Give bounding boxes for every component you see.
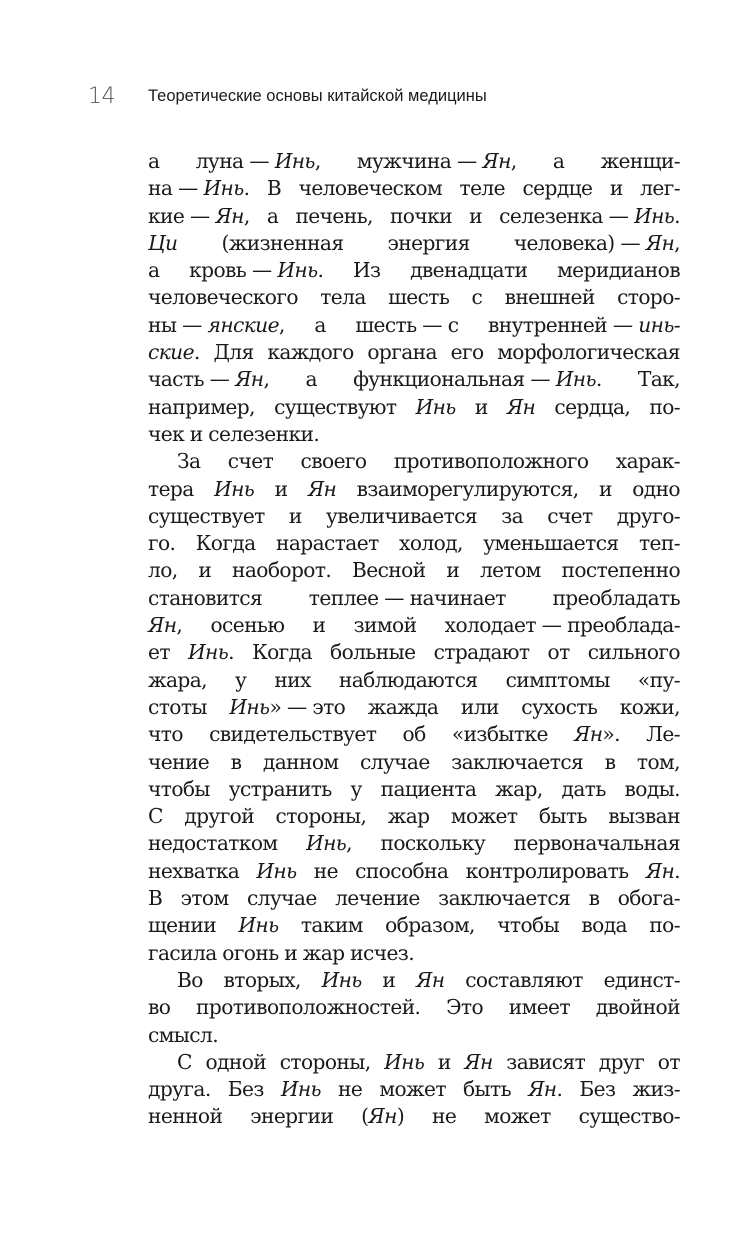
word: друг <box>598 1049 645 1074</box>
word: друга. <box>148 1077 211 1102</box>
word: ские. <box>148 340 200 365</box>
word: мужчина — Ян, <box>356 149 517 173</box>
text-line <box>148 1022 680 1049</box>
text-line <box>148 912 680 939</box>
word: чтобы <box>148 776 210 801</box>
word: единст- <box>603 967 680 992</box>
word: а <box>552 149 565 173</box>
word: энергия <box>387 230 470 255</box>
word: способна <box>355 858 449 883</box>
word: пациента <box>380 776 477 801</box>
word: Ян, <box>148 613 183 638</box>
page-number: 14 <box>88 84 115 109</box>
word: том, <box>636 749 680 774</box>
word: сторо- <box>617 285 680 310</box>
word: селезенки. <box>208 421 320 446</box>
word: Ян <box>307 476 337 501</box>
text-line <box>148 557 680 584</box>
word: Инь <box>321 967 362 992</box>
word: в <box>588 886 600 911</box>
word: человеческом <box>298 176 443 201</box>
word: Инь» — это <box>229 694 346 719</box>
word: внешней <box>504 285 595 310</box>
word: летом <box>479 558 541 583</box>
word: одной <box>205 1049 267 1074</box>
word: женщи- <box>600 149 680 173</box>
word: ны — янские, <box>148 312 285 337</box>
word: Инь <box>214 476 255 501</box>
word: Инь. <box>188 640 234 665</box>
word: кровь — Инь. <box>189 258 324 283</box>
word: и <box>284 940 298 965</box>
text-line <box>148 148 680 175</box>
word: энергии <box>250 1104 334 1129</box>
word: вода <box>581 913 627 938</box>
text-line <box>148 175 680 202</box>
word: морфологическая <box>497 340 680 365</box>
word: Весной <box>351 558 426 583</box>
word: у <box>235 667 247 692</box>
word: них <box>274 667 311 692</box>
word: шесть <box>388 285 450 310</box>
word: заключается <box>438 886 571 911</box>
word: жар <box>387 804 430 829</box>
word: кожи, <box>619 694 680 719</box>
text-line <box>148 530 680 557</box>
word: случае <box>359 749 430 774</box>
word: Ян <box>416 967 445 992</box>
word: В <box>266 176 282 201</box>
word: одно <box>632 476 680 501</box>
word: об <box>402 722 426 747</box>
word: функциональная — Инь. <box>353 367 602 392</box>
word: Ян». <box>574 722 620 747</box>
word: устранить <box>228 776 332 801</box>
word: вызван <box>608 804 680 829</box>
word: образом, <box>385 913 475 938</box>
word: луна — Инь, <box>195 149 321 173</box>
word: (жизненная <box>221 230 344 255</box>
text-line <box>148 230 680 257</box>
text-line <box>148 503 680 530</box>
word: сильного <box>587 640 680 665</box>
word: Инь <box>256 858 297 883</box>
text-line <box>148 284 680 311</box>
word: Во <box>177 967 203 992</box>
word: холод, <box>399 531 463 556</box>
word: становится <box>148 585 263 610</box>
word: поскольку <box>380 831 486 856</box>
word: а <box>148 258 160 283</box>
word: исчез. <box>350 940 415 965</box>
text-line <box>148 639 680 666</box>
word: преобладать <box>552 585 680 610</box>
word: и <box>274 476 288 501</box>
word: каждого <box>267 340 354 365</box>
word: имеет <box>508 995 570 1020</box>
word: гасила <box>148 940 217 965</box>
word: осенью <box>210 613 285 638</box>
word: меридианов <box>557 258 680 283</box>
word: Когда <box>252 640 312 665</box>
text-line <box>148 776 680 803</box>
word: Для <box>213 340 254 365</box>
word: данном <box>262 749 339 774</box>
word: Ян. <box>528 1077 563 1102</box>
text-line <box>148 885 680 912</box>
word: С <box>177 1049 192 1074</box>
word: постепенно <box>561 558 680 583</box>
text-line <box>148 967 680 994</box>
word: его <box>450 340 484 365</box>
word: контролировать <box>465 858 629 883</box>
word: своего <box>300 449 367 474</box>
word: счет <box>227 449 274 474</box>
word: Это <box>446 995 484 1020</box>
word: в <box>230 749 242 774</box>
word: не <box>313 858 338 883</box>
text-line <box>148 1076 680 1103</box>
word: быть <box>462 1077 511 1102</box>
word: двенадцати <box>410 258 528 283</box>
word: В <box>148 886 163 911</box>
word: ет <box>148 640 170 665</box>
word: от <box>657 1049 680 1074</box>
word: взаиморегулируются, <box>356 476 579 501</box>
word: этом <box>180 886 229 911</box>
word: может <box>450 804 518 829</box>
word: Ци <box>148 230 178 255</box>
text-line <box>148 203 680 230</box>
word: С <box>148 804 163 829</box>
word: например, <box>148 394 255 419</box>
word: существует <box>148 503 265 528</box>
word: тела <box>320 285 366 310</box>
word: Ян <box>464 1049 493 1074</box>
text-line <box>148 994 680 1021</box>
word: теле <box>459 176 506 201</box>
text-line <box>148 394 680 421</box>
text-line <box>148 257 680 284</box>
word: больные <box>330 640 416 665</box>
word: счет <box>547 503 593 528</box>
word: шесть — с <box>355 312 459 337</box>
word: кие — Ян, <box>148 203 250 228</box>
word: огонь <box>222 940 279 965</box>
word: сухость <box>521 694 598 719</box>
word: быть <box>538 804 587 829</box>
word: Ле- <box>646 722 680 747</box>
word: зависят <box>506 1049 586 1074</box>
word: и <box>474 394 488 419</box>
word: жар <box>302 940 345 965</box>
text-line <box>148 694 680 721</box>
word: и <box>609 176 623 201</box>
body-text <box>148 148 680 1131</box>
word: лег- <box>640 176 680 201</box>
word: а <box>266 203 279 228</box>
word: жиз- <box>632 1077 680 1102</box>
text-line <box>148 585 680 612</box>
text-line <box>148 858 680 885</box>
word: го. <box>148 531 176 556</box>
word: и <box>312 613 326 638</box>
word: тера <box>148 476 194 501</box>
word: в <box>604 749 616 774</box>
word: Инь, <box>306 831 352 856</box>
word: случае <box>246 886 317 911</box>
word: жара, <box>148 667 207 692</box>
word: с <box>471 285 483 310</box>
word: печень, <box>295 203 373 228</box>
word: по- <box>649 394 680 419</box>
word: может <box>379 1077 446 1102</box>
word: человеческого <box>148 285 298 310</box>
word: стороны, <box>275 804 367 829</box>
word: противоположного <box>393 449 589 474</box>
word: сердце <box>522 176 593 201</box>
word: существо- <box>578 1104 680 1129</box>
word: почки <box>389 203 452 228</box>
word: первоначальная <box>513 831 680 856</box>
word: вторых, <box>223 967 301 992</box>
text-line <box>148 339 680 366</box>
word: у <box>350 776 362 801</box>
word: чек <box>148 421 185 446</box>
text-line <box>148 1103 680 1130</box>
word: лечение <box>335 886 420 911</box>
word: зимой <box>353 613 417 638</box>
word: Ян. <box>645 858 680 883</box>
word: на — Инь. <box>148 176 250 201</box>
word: Без <box>227 1077 264 1102</box>
word: ло, <box>148 558 178 583</box>
word: Инь <box>238 913 279 938</box>
text-line <box>148 803 680 830</box>
word: Так, <box>637 367 680 392</box>
word: заключается <box>451 749 584 774</box>
word: смысл. <box>148 1022 219 1047</box>
word: и <box>437 1049 451 1074</box>
word: существуют <box>274 394 397 419</box>
word: За <box>177 449 201 474</box>
word: Инь <box>280 1077 321 1102</box>
text-line <box>148 421 680 448</box>
word: внутренней — инь- <box>487 312 680 337</box>
word: Инь <box>415 394 456 419</box>
word: и <box>288 503 302 528</box>
word: и <box>469 203 482 228</box>
word: «избытке <box>451 722 548 747</box>
word: недостатком <box>148 831 278 856</box>
word: что <box>148 722 183 747</box>
word: страдают <box>433 640 530 665</box>
word: Ян <box>506 394 536 419</box>
word: нехватка <box>148 858 240 883</box>
word: Без <box>579 1077 616 1102</box>
text-line <box>148 612 680 639</box>
text-line <box>148 1049 680 1076</box>
word: стороны, <box>279 1049 371 1074</box>
word: свидетельствует <box>209 722 377 747</box>
word: не <box>338 1077 363 1102</box>
word: может <box>484 1104 551 1129</box>
word: другой <box>184 804 255 829</box>
word: не <box>432 1104 457 1129</box>
text-line <box>148 667 680 694</box>
word: человека) — Ян, <box>513 230 680 255</box>
word: за <box>501 503 524 528</box>
word: жар, <box>495 776 543 801</box>
word: двойной <box>595 995 680 1020</box>
word: таким <box>300 913 363 938</box>
word: или <box>460 694 499 719</box>
word: а <box>314 312 326 337</box>
text-line <box>148 830 680 857</box>
word: обога- <box>617 886 680 911</box>
word: теплее — начинает <box>308 585 506 610</box>
running-header-title: Теоретические основы китайской медицины <box>148 87 487 105</box>
word: чение <box>148 749 210 774</box>
word: нарастает <box>275 531 379 556</box>
word: органа <box>367 340 437 365</box>
word: по- <box>649 913 680 938</box>
text-line <box>148 749 680 776</box>
word: жажда <box>367 694 439 719</box>
word: во <box>148 995 171 1020</box>
word: и <box>382 967 396 992</box>
word: холодает — преоблада- <box>444 613 680 638</box>
word: и <box>189 421 203 446</box>
word: друго- <box>616 503 680 528</box>
word: теп- <box>638 531 680 556</box>
text-line <box>148 721 680 748</box>
word: наблюдаются <box>338 667 478 692</box>
word: и <box>598 476 612 501</box>
word: сердца, <box>554 394 631 419</box>
word: харак- <box>615 449 680 474</box>
word: Из <box>352 258 381 283</box>
text-line <box>148 312 680 339</box>
text-line <box>148 476 680 503</box>
word: ненной <box>148 1104 223 1129</box>
text-line <box>148 366 680 393</box>
word: увеличивается <box>325 503 477 528</box>
text-line <box>148 940 680 967</box>
word: чтобы <box>497 913 560 938</box>
word: стоты <box>148 694 207 719</box>
word: и <box>446 558 460 583</box>
word: воды. <box>624 776 680 801</box>
word: щении <box>148 913 217 938</box>
word: а <box>305 367 317 392</box>
word: наоборот. <box>232 558 332 583</box>
word: противоположностей. <box>196 995 421 1020</box>
word: селезенка — Инь. <box>499 203 680 228</box>
word: составляют <box>465 967 583 992</box>
word: и <box>198 558 212 583</box>
word: Инь <box>384 1049 425 1074</box>
word: уменьшается <box>483 531 619 556</box>
word: а <box>148 149 160 173</box>
word: «пу- <box>637 667 680 692</box>
word: симптомы <box>505 667 610 692</box>
word: (Ян) <box>361 1104 405 1129</box>
word: часть — Ян, <box>148 367 270 392</box>
text-line <box>148 448 680 475</box>
word: дать <box>561 776 606 801</box>
word: Когда <box>195 531 256 556</box>
word: от <box>547 640 570 665</box>
